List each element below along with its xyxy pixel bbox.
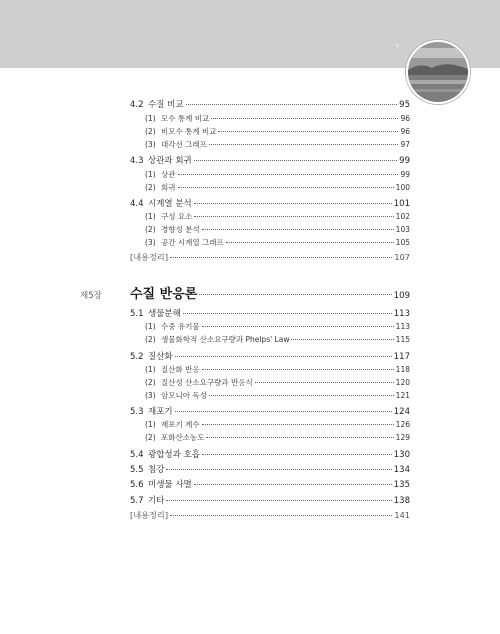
toc-entry[interactable]: (1) 수중 유기물 113 xyxy=(145,322,410,331)
chapter-label: 제5장 xyxy=(80,291,102,301)
chapter-page: 109 xyxy=(393,291,410,301)
toc-entry[interactable]: 4.3 상관과 회귀 99 xyxy=(130,156,410,166)
toc-entry[interactable]: [내용정리] 107 xyxy=(130,252,410,262)
toc-entry[interactable]: (1) 상관 99 xyxy=(145,170,410,179)
chapter-title: 수질 반응론 xyxy=(130,287,198,302)
toc-entry[interactable]: 5.3 재포기 124 xyxy=(130,407,410,417)
toc-entry[interactable]: (2) 포화산소농도 129 xyxy=(145,433,410,442)
toc-entry[interactable]: (3) 암모니아 독성 121 xyxy=(145,391,410,400)
toc-entry[interactable]: 5.5 침강 134 xyxy=(130,465,410,475)
toc-entry[interactable]: (2) 생물화학적 산소요구량과 Phelps' Law 115 xyxy=(145,335,410,344)
toc-entry[interactable]: (2) 회귀 100 xyxy=(145,183,410,192)
toc-entry[interactable]: (1) 구성 요소 102 xyxy=(145,212,410,221)
toc-entry[interactable]: 5.2 질산화 117 xyxy=(130,352,410,362)
chapter-heading[interactable] xyxy=(80,283,410,302)
toc-entry[interactable]: 4.2 수질 비교 95 xyxy=(130,100,410,110)
toc-entry[interactable]: 4.4 시계열 분석 101 xyxy=(130,199,410,209)
toc-entry[interactable]: 5.6 미생물 사멸 135 xyxy=(130,480,410,490)
toc-entry[interactable]: 5.1 생물분해 113 xyxy=(130,309,410,319)
toc-entry[interactable]: (2) 비모수 통계 비교 96 xyxy=(145,127,410,136)
toc-entry[interactable]: [내용정리] 141 xyxy=(130,510,410,520)
toc-entry[interactable]: 5.4 광합성과 호흡 130 xyxy=(130,450,410,460)
landscape-photo xyxy=(406,40,470,104)
toc-entry[interactable]: (2) 질산성 산소요구량과 반응식 120 xyxy=(145,378,410,387)
toc-entry[interactable]: (3) 대각선 그래프 97 xyxy=(145,140,410,149)
toc-entry[interactable]: (1) 질산화 반응 118 xyxy=(145,365,410,374)
toc-entry[interactable]: 5.7 기타 138 xyxy=(130,496,410,506)
toc-entry[interactable]: (1) 모수 통계 비교 96 xyxy=(145,114,410,123)
toc-entry[interactable]: (2) 경향성 분석 103 xyxy=(145,225,410,234)
page-number: 7 xyxy=(395,43,400,51)
toc-entry[interactable]: (1) 재포기 계수 126 xyxy=(145,420,410,429)
toc-entry[interactable]: (3) 공간 시계열 그래프 105 xyxy=(145,238,410,247)
